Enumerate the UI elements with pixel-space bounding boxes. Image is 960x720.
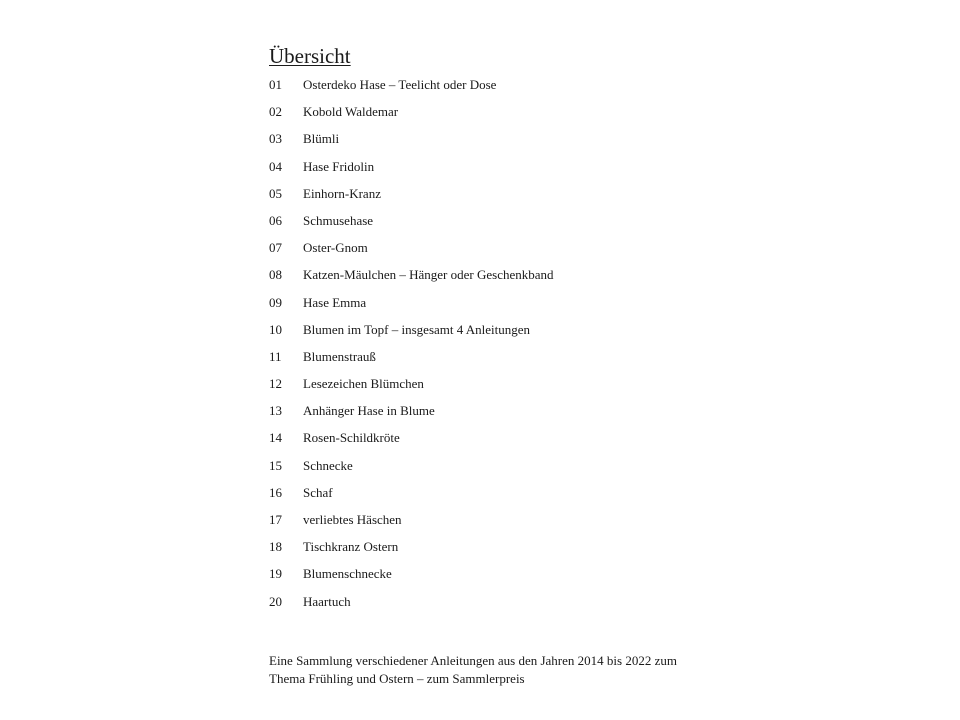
toc-entry-title: Katzen-Mäulchen – Hänger oder Geschenkband xyxy=(303,267,554,283)
collection-description xyxy=(269,652,709,688)
toc-entry-number: 17 xyxy=(269,512,282,527)
toc-entry-number: 15 xyxy=(269,457,282,473)
toc-entry-title: Schnecke xyxy=(303,457,353,473)
toc-entry-number: 20 xyxy=(269,593,282,609)
toc-entry-number: 07 xyxy=(269,240,282,256)
toc-entry xyxy=(269,186,789,213)
toc-entry-title: Schmusehase xyxy=(303,212,374,228)
toc-entry-title: Blumenschnecke xyxy=(303,566,392,582)
toc-entry-title: Blumenstrauß xyxy=(303,348,376,364)
toc-entry-title: Osterdeko Hase – Teelicht oder Dose xyxy=(303,77,497,92)
toc-entry xyxy=(269,104,789,131)
toc-entry-number: 03 xyxy=(269,131,282,147)
toc-entry-number: 10 xyxy=(269,321,282,337)
toc-entry xyxy=(269,159,789,186)
toc-entry xyxy=(269,566,789,593)
toc-entry xyxy=(269,594,789,621)
toc-entry xyxy=(269,349,789,376)
toc-entry xyxy=(269,213,789,240)
toc-entry xyxy=(269,485,789,512)
toc-entry xyxy=(269,458,789,485)
toc-entry xyxy=(269,376,789,403)
toc-entry-number: 12 xyxy=(269,376,282,392)
toc-entry xyxy=(269,403,789,430)
toc-entry-number: 05 xyxy=(269,185,282,201)
toc-entry-title: Blumen im Topf – insgesamt 4 Anleitungen xyxy=(303,321,531,337)
toc-entry-title: Hase Fridolin xyxy=(303,158,375,174)
toc-entry xyxy=(269,512,789,539)
toc-entry xyxy=(269,131,789,158)
toc-entry-number: 18 xyxy=(269,539,282,555)
toc-entry-number: 08 xyxy=(269,267,282,283)
toc-entry xyxy=(269,430,789,457)
toc-entry-number: 04 xyxy=(269,158,282,174)
description-line-2: Thema Frühling und Ostern – zum Sammlerpreis xyxy=(269,671,525,686)
toc-entry-title: Einhorn-Kranz xyxy=(303,185,381,201)
toc-entry-number: 16 xyxy=(269,484,282,500)
toc-entry-number: 02 xyxy=(269,104,282,120)
toc-entry-title: verliebtes Häschen xyxy=(303,512,402,527)
page-title: Übersicht xyxy=(269,44,351,68)
toc-entry-title: Blümli xyxy=(303,131,340,147)
toc-entry-number: 11 xyxy=(269,348,282,364)
toc-entry-title: Oster-Gnom xyxy=(303,240,368,256)
toc-entry xyxy=(269,295,789,322)
toc-entry-number: 14 xyxy=(269,430,282,446)
table-of-contents xyxy=(269,77,789,621)
toc-entry-title: Anhänger Hase in Blume xyxy=(303,403,435,419)
toc-entry-title: Lesezeichen Blümchen xyxy=(303,376,424,392)
toc-entry xyxy=(269,539,789,566)
toc-entry-title: Hase Emma xyxy=(303,294,367,310)
document-page xyxy=(269,44,789,621)
toc-entry-title: Tischkranz Ostern xyxy=(303,539,399,555)
toc-entry-number: 13 xyxy=(269,403,282,419)
toc-entry-number: 06 xyxy=(269,212,282,228)
toc-entry-title: Schaf xyxy=(303,484,333,500)
toc-entry-number: 01 xyxy=(269,77,282,92)
toc-entry-number: 19 xyxy=(269,566,282,582)
toc-entry xyxy=(269,240,789,267)
toc-entry-title: Haartuch xyxy=(303,593,351,609)
toc-entry xyxy=(269,322,789,349)
toc-entry-number: 09 xyxy=(269,294,282,310)
toc-entry-title: Rosen-Schildkröte xyxy=(303,430,400,446)
toc-entry xyxy=(269,267,789,294)
description-line-1: Eine Sammlung verschiedener Anleitungen aus den Jahren 2014 bis 2022 zum xyxy=(269,653,677,668)
toc-entry xyxy=(269,77,789,104)
toc-entry-title: Kobold Waldemar xyxy=(303,104,399,120)
